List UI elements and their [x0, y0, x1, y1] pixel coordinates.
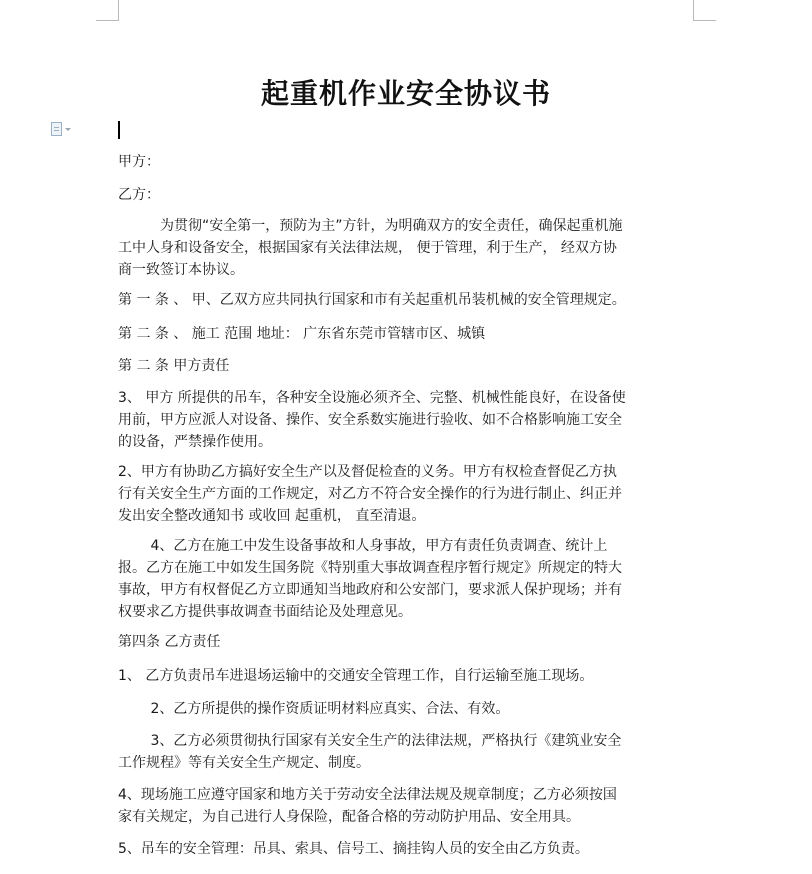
paragraph[interactable] [118, 387, 698, 453]
paragraph[interactable] [118, 631, 698, 653]
paragraph-line: 商一致签订本协议。 [118, 262, 244, 278]
paragraph-line: 1、 乙方负责吊车进退场运输中的交通安全管理工作，自行运输至施工现场。 [118, 668, 594, 684]
paragraph[interactable] [118, 535, 698, 623]
crop-mark-top-right [693, 0, 716, 21]
paragraph[interactable] [118, 355, 698, 377]
document-sheet-icon [51, 122, 62, 136]
crop-mark-top-left [96, 0, 119, 21]
text-cursor [118, 121, 120, 139]
paragraph-line: 为贯彻“安全第一，预防为主”方针，为明确双方的安全责任，确保起重机施 [118, 218, 623, 234]
paragraph-line: 甲方： [118, 154, 160, 170]
paragraph[interactable] [118, 665, 698, 687]
paragraph[interactable] [118, 784, 698, 828]
paragraph-line: 行有关安全生产方面的工作规定，对乙方不符合安全操作的行为进行制止、纠正并 [118, 486, 622, 502]
paragraph-line: 第 二 条 甲方责任 [118, 358, 230, 374]
paragraph-line: 工作规程》等有关安全生产规定、制度。 [118, 755, 370, 771]
paragraph-line: 4、乙方在施工中发生设备事故和人身事故，甲方有责任负责调查、统计上 [118, 538, 608, 554]
paragraph-line: 第 二 条 、 施工 范围 地址： 广东省东莞市管辖市区、城镇 [118, 326, 486, 342]
paragraph-line: 第 一 条 、 甲、乙双方应共同执行国家和市有关起重机吊装机械的安全管理规定。 [118, 292, 626, 308]
paragraph-line: 报。乙方在施工中如发生国务院《特别重大事故调查程序暂行规定》所规定的特大 [118, 560, 622, 576]
paragraph-line: 发出安全整改通知书 或收回 起重机， 直至清退。 [118, 508, 426, 524]
paragraph-options-icon[interactable] [51, 121, 77, 137]
paragraph[interactable] [118, 461, 698, 527]
paragraph-line: 家有关规定，为自己进行人身保险，配备合格的劳动防护用品、安全用具。 [118, 809, 580, 825]
paragraph-line: 2、甲方有协助乙方搞好安全生产以及督促检查的义务。甲方有权检查督促乙方执 [118, 464, 617, 480]
paragraph[interactable] [118, 838, 698, 860]
paragraph-line: 5、吊车的安全管理：吊具、索具、信号工、摘挂钩人员的安全由乙方负责。 [118, 841, 589, 857]
paragraph-line: 2、乙方所提供的操作资质证明材料应真实、合法、有效。 [118, 701, 510, 717]
paragraph-line: 事故，甲方有权督促乙方立即通知当地政府和公安部门，要求派人保护现场；并有 [118, 582, 622, 598]
paragraph[interactable] [118, 184, 698, 206]
paragraph-line: 3、 甲方 所提供的吊车，各种安全设施必须齐全、完整、机械性能良好，在设备使 [118, 390, 626, 406]
paragraph[interactable] [118, 698, 698, 720]
paragraph-line: 的设备，严禁操作使用。 [118, 434, 272, 450]
paragraph-line: 第四条 乙方责任 [118, 634, 221, 650]
paragraph[interactable] [118, 323, 698, 345]
paragraph-line: 工中人身和设备安全，根据国家有关法律法规， 便于管理，利于生产， 经双方协 [118, 240, 617, 256]
chevron-down-icon [65, 128, 71, 131]
paragraph-line: 乙方： [118, 187, 160, 203]
paragraph-line: 权要求乙方提供事故调查书面结论及处理意见。 [118, 604, 412, 620]
document-title: 起重机作业安全协议书 [260, 77, 551, 110]
paragraph[interactable] [118, 215, 698, 281]
paragraph[interactable] [118, 289, 698, 311]
paragraph-line: 3、乙方必须贯彻执行国家有关安全生产的法律法规，严格执行《建筑业安全 [118, 733, 622, 749]
paragraph-line: 4、现场施工应遵守国家和地方关于劳动安全法律法规及规章制度；乙方必须按国 [118, 787, 617, 803]
paragraph-line: 用前，甲方应派人对设备、操作、安全系数实施进行验收、如不合格影响施工安全 [118, 412, 622, 428]
paragraph[interactable] [118, 730, 698, 774]
paragraph[interactable] [118, 151, 698, 173]
